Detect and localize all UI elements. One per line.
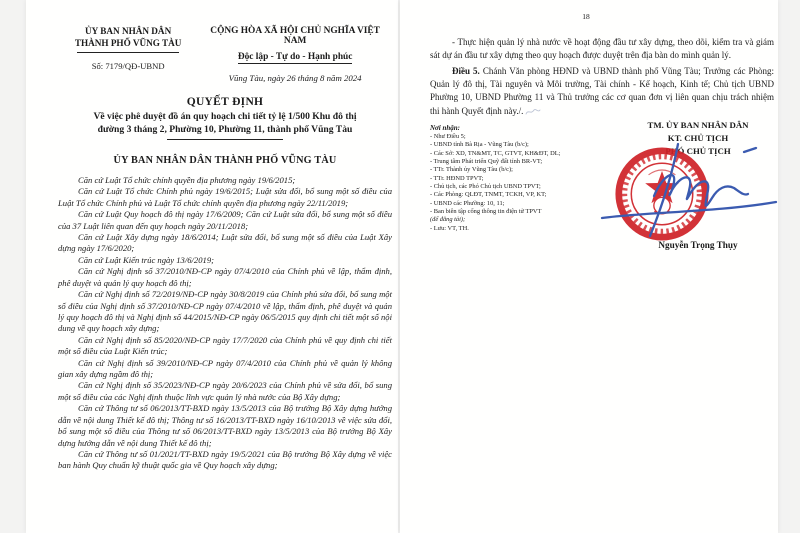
recipients-label: Nơi nhận: bbox=[430, 124, 461, 132]
recipient-item: - TTr. HĐND TPVT; bbox=[430, 174, 484, 182]
issuing-org-block bbox=[58, 26, 198, 83]
legal-basis-paragraphs bbox=[58, 175, 392, 472]
page-number: 18 bbox=[582, 12, 590, 21]
recipients-block bbox=[430, 124, 620, 233]
handwritten-signature bbox=[598, 140, 780, 240]
page18-body bbox=[430, 36, 774, 120]
legal-basis-paragraph: Căn cứ Nghị định số 72/2019/NĐ-CP ngày 30/8/2019 của Chính phủ sửa đổi, bổ sung một số điều của Nghị định số 37/2010/NĐ-CP ngày 07/4/2010 về lập, thẩm định, phê duyệt và quản lý quy hoạch đô thị và Nghị định số 44/2015/NĐ-CP ngày 06/5/2015 quy định chi tiết một số nội dung về quy hoạch xây dựng; bbox=[58, 289, 392, 334]
place-and-date: Vũng Tàu, ngày 26 tháng 8 năm 2024 bbox=[228, 73, 362, 83]
decision-heading: QUYẾT ĐỊNH bbox=[186, 96, 264, 108]
document-page-18 bbox=[400, 0, 778, 533]
deciding-authority: ỦY BAN NHÂN DÂN THÀNH PHỐ VŨNG TÀU bbox=[113, 154, 337, 166]
signer-name: Nguyễn Trọng Thụy bbox=[658, 240, 738, 250]
legal-basis-paragraph: Căn cứ Thông tư số 01/2021/TT-BXD ngày 19/5/2021 của Bộ trưởng Bộ Xây dựng về việc ban hành Quy chuẩn kỹ thuật quốc gia về Quy hoạch xây dựng; bbox=[58, 449, 392, 471]
national-title: CỘNG HÒA XÃ HỘI CHỦ NGHĨA VIỆT NAM bbox=[210, 26, 380, 46]
recipient-item-note: (để đăng tải); bbox=[430, 216, 466, 224]
document-page-1 bbox=[26, 0, 398, 533]
national-motto: Độc lập - Tự do - Hạnh phúc bbox=[237, 52, 353, 62]
subject-line1: Về việc phê duyệt đồ án quy hoạch chi tiết tỷ lệ 1/500 Khu đô thị bbox=[93, 111, 357, 122]
management-paragraph: - Thực hiện quản lý nhà nước về hoạt động đầu tư xây dựng, theo dõi, kiểm tra và giám sát dự án đầu tư xây dựng theo quy hoạch được duyệt trên địa bàn do mình quản lý. bbox=[430, 37, 774, 61]
article-5-paragraph bbox=[430, 65, 774, 118]
legal-basis-paragraph: Căn cứ Thông tư số 06/2013/TT-BXD ngày 13/5/2013 của Bộ trưởng Bộ Xây dựng hướng dẫn về nội dung Thiết kế đô thị; Thông tư số 16/2013/TT-BXD ngày 16/10/2013 về việc sửa đổi, bổ sung một số điều của Thông tư số 06/2013/TT-BXD ngày 13/5/2013 của Bộ trưởng Bộ Xây dựng hướng dẫn về nội dung Thiết kế đô thị; bbox=[58, 403, 392, 448]
recipient-item: - UBND các Phường: 10, 11; bbox=[430, 199, 505, 207]
legal-basis-paragraph: Căn cứ Luật Xây dựng ngày 18/6/2014; Luật sửa đổi, bổ sung một số điều của Luật Xây dựng ngày 17/6/2020; bbox=[58, 231, 392, 254]
sign-authority-line1: TM. ỦY BAN NHÂN DÂN bbox=[647, 120, 749, 130]
legal-basis-paragraph: Căn cứ Luật Tổ chức Chính phủ ngày 19/6/2015; Luật sửa đổi, bổ sung một số điều của Luật Tổ chức Chính phủ và Luật Tổ chức chính quyền địa phương ngày 22/11/2019; bbox=[58, 186, 392, 208]
subject-line2: đường 3 tháng 2, Phường 10, Phường 11, thành phố Vũng Tàu bbox=[97, 123, 353, 135]
legal-basis-paragraph: Căn cứ Nghị định số 35/2023/NĐ-CP ngày 20/6/2023 của Chính phủ về sửa đổi, bổ sung một số điều của các Nghị định thuộc lĩnh vực quản lý nhà nước của Bộ Xây dựng; bbox=[58, 380, 392, 402]
recipient-item: - Chủ tịch, các Phó Chủ tịch UBND TPVT; bbox=[430, 182, 541, 190]
org-underline bbox=[77, 52, 179, 53]
legal-basis-paragraph: Căn cứ Luật Quy hoạch đô thị ngày 17/6/2009; Căn cứ Luật sửa đổi, bổ sung một số điều của 37 Luật liên quan đến quy hoạch ngày 20/11/2018; bbox=[58, 209, 392, 231]
recipient-item: - Lưu: VT, TH. bbox=[430, 224, 469, 232]
page1-header bbox=[58, 26, 392, 83]
recipient-item: - Trung tâm Phát triển Quỹ đất tỉnh BR-VT; bbox=[430, 157, 543, 165]
sign-authority-line2: KT. CHỦ TỊCH bbox=[667, 132, 729, 143]
legal-basis-paragraph: Căn cứ Nghị định số 85/2020/NĐ-CP ngày 17/7/2020 của Chính phủ về quy định chi tiết một số điều của Luật Kiến trúc; bbox=[58, 334, 392, 357]
document-number: Số: 7179/QĐ-UBND bbox=[91, 60, 165, 71]
recipient-item: - TTr. Thành ủy Vũng Tàu (b/c); bbox=[430, 166, 513, 174]
org-name-line2: THÀNH PHỐ VŨNG TÀU bbox=[74, 37, 182, 48]
article-5-label: Điều 5. bbox=[452, 65, 480, 76]
recipient-item: - UBND tỉnh Bà Rịa - Vũng Tàu (b/c); bbox=[430, 141, 529, 149]
decision-subject bbox=[58, 111, 392, 137]
legal-basis-paragraph: Căn cứ Nghị định số 39/2010/NĐ-CP ngày 07/4/2010 của Chính phủ về quản lý không gian xây dựng ngầm đô thị; bbox=[58, 357, 392, 380]
recipient-item: - Như Điều 5; bbox=[430, 133, 466, 140]
recipient-item: - Các Sở: XD, TN&MT, TC, GTVT, KH&ĐT, DL; bbox=[430, 149, 561, 157]
decision-title-block bbox=[58, 96, 392, 140]
article-5-text: Chánh Văn phòng HĐND và UBND thành phố Vũng Tàu; Trưởng các Phòng: Quản lý đô thị, Tài nguyên và Môi trường, Tài chính - Kế hoạch, Kinh tế; Chủ tịch UBND Phường 10, UBND Phường 11 và Thủ trưởng các cơ quan đơn vị liên quan chịu trách nhiệm thi hành Quyết định này./. bbox=[430, 65, 774, 116]
sign-authority-line3: PHÓ CHỦ TỊCH bbox=[665, 145, 731, 156]
handwritten-initials-mark bbox=[525, 108, 541, 116]
national-motto-block bbox=[198, 26, 392, 83]
legal-basis-paragraph: Căn cứ Luật Kiến trúc ngày 13/6/2019; bbox=[78, 254, 214, 265]
recipient-item: - Các Phòng: QLĐT, TNMT, TCKH, VP, KT; bbox=[430, 191, 547, 199]
org-name-line1: ỦY BAN NHÂN DÂN bbox=[85, 26, 172, 36]
legal-basis-paragraph: Căn cứ Luật Tổ chức chính quyền địa phương ngày 19/6/2015; bbox=[78, 174, 296, 185]
legal-basis-paragraph: Căn cứ Nghị định số 37/2010/NĐ-CP ngày 07/4/2010 của Chính phủ về lập, thẩm định, phê duyệt và quản lý quy hoạch đô thị; bbox=[58, 266, 392, 288]
recipient-item: - Ban biên tập cổng thông tin điện tử TPVT bbox=[430, 207, 542, 215]
subject-underline bbox=[167, 139, 283, 140]
